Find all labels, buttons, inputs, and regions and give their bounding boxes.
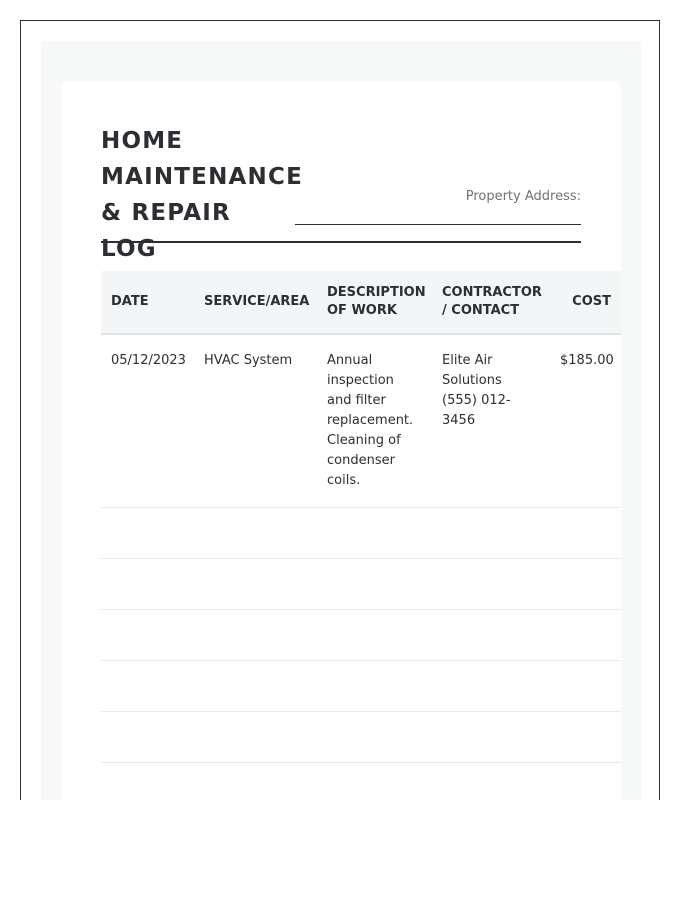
maintenance-log-table [101, 271, 621, 763]
empty-cell[interactable] [194, 712, 317, 763]
empty-table-row[interactable] [101, 559, 621, 610]
column-header-date: DATE [101, 271, 194, 334]
empty-table-row[interactable] [101, 661, 621, 712]
log-header [101, 121, 581, 262]
document-frame [20, 20, 660, 800]
column-header-contractor: CONTRACTOR / CONTACT [432, 271, 550, 334]
property-address-label: Property Address: [465, 189, 581, 204]
empty-cell[interactable] [317, 610, 432, 661]
empty-cell[interactable] [317, 559, 432, 610]
empty-cell[interactable] [550, 559, 621, 610]
empty-cell[interactable] [432, 559, 550, 610]
table-header-row [101, 271, 621, 334]
table-row [101, 334, 621, 508]
empty-cell[interactable] [317, 508, 432, 559]
empty-table-row[interactable] [101, 610, 621, 661]
column-header-service-area: SERVICE/AREA [194, 271, 317, 334]
page-title: HOME MAINTENANCE & REPAIR LOG [101, 128, 303, 262]
empty-cell[interactable] [432, 712, 550, 763]
empty-cell[interactable] [550, 712, 621, 763]
log-table-container [101, 271, 621, 763]
empty-table-row[interactable] [101, 712, 621, 763]
empty-cell[interactable] [194, 559, 317, 610]
empty-cell[interactable] [101, 661, 194, 712]
cell-date: 05/12/2023 [101, 334, 194, 508]
empty-cell[interactable] [550, 508, 621, 559]
empty-cell[interactable] [432, 508, 550, 559]
empty-cell[interactable] [101, 712, 194, 763]
cell-cost: $185.00 [550, 334, 621, 508]
empty-cell[interactable] [432, 661, 550, 712]
property-address-line[interactable] [295, 224, 581, 225]
empty-cell[interactable] [550, 610, 621, 661]
page-background [41, 41, 641, 800]
empty-cell[interactable] [194, 610, 317, 661]
empty-cell[interactable] [101, 508, 194, 559]
empty-cell[interactable] [317, 712, 432, 763]
log-sheet [61, 81, 621, 800]
cell-contractor: Elite Air Solutions (555) 012-3456 [432, 334, 550, 508]
empty-cell[interactable] [432, 610, 550, 661]
empty-cell[interactable] [317, 661, 432, 712]
empty-cell[interactable] [101, 610, 194, 661]
empty-table-row[interactable] [101, 508, 621, 559]
cell-description: Annual inspection and filter replacement. Cleaning of condenser coils. [317, 334, 432, 508]
empty-cell[interactable] [194, 508, 317, 559]
empty-cell[interactable] [550, 661, 621, 712]
cell-service-area: HVAC System [194, 334, 317, 508]
empty-cell[interactable] [101, 559, 194, 610]
column-header-description: DESCRIPTION OF WORK [317, 271, 432, 334]
empty-cell[interactable] [194, 661, 317, 712]
column-header-cost: COST [550, 271, 621, 334]
